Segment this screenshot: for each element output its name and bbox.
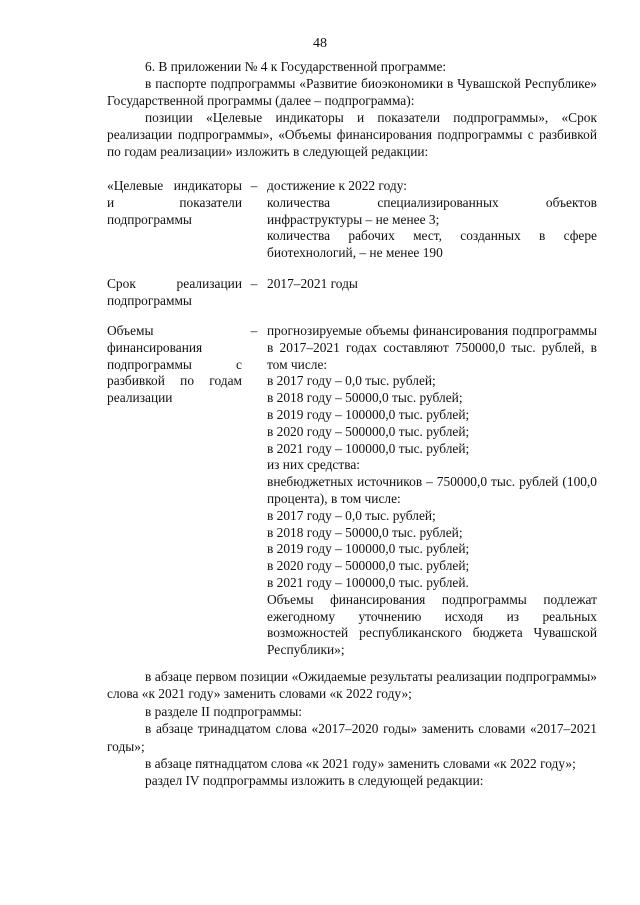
value-line: в 2018 году – 50000,0 тыс. рублей; (267, 390, 463, 406)
passport-row-dash: – (250, 178, 258, 193)
value-line: прогнозируемые объемы финансирования подпрограммы в 2017–2021 годах составляют 750000,0 тыс. рублей, в том числе: (267, 323, 597, 372)
intro-paragraph: 6. В приложении № 4 к Государственной программе: (145, 59, 447, 74)
value-line: в 2020 году – 500000,0 тыс. рублей; (267, 423, 470, 439)
value-line: в 2019 году – 100000,0 тыс. рублей; (267, 406, 470, 422)
passport-row-label: Объемы финансирования подпрограммы с разбивкой по годам реализации (107, 323, 242, 406)
passport-row-value (267, 323, 597, 659)
value-line: в 2017 году – 0,0 тыс. рублей; (267, 507, 436, 523)
passport-row-label: Срок реализации подпрограммы (107, 276, 242, 308)
value-line: достижение к 2022 году: (267, 178, 407, 193)
value-line: в 2018 году – 50000,0 тыс. рублей; (267, 524, 463, 540)
value-line: в 2021 году – 100000,0 тыс. рублей; (267, 440, 470, 456)
value-line: Объемы финансирования подпрограммы подлежат ежегодному уточнению исходя из реальных возможностей республиканского бюджета Чувашской Республики»; (267, 591, 597, 658)
amendment-paragraph: в абзаце тринадцатом слова «2017–2020 годы» заменить словами «2017–2021 годы»; (107, 721, 597, 754)
amendment-paragraph: в абзаце первом позиции «Ожидаемые результаты реализации подпрограммы» слова «к 2021 году» заменить словами «к 2022 году»; (107, 669, 597, 702)
intro-section (107, 58, 597, 160)
amendment-paragraph: раздел IV подпрограммы изложить в следующей редакции: (145, 773, 484, 789)
value-line: количества специализированных объектов инфраструктуры – не менее 3; (267, 194, 597, 227)
passport-row-label: «Целевые индикаторы и показатели подпрограммы (107, 178, 242, 227)
intro-paragraph: позиции «Целевые индикаторы и показатели подпрограммы», «Срок реализации подпрограммы», «Объемы финансирования подпрограммы с разбивкой по годам реализации» изложить в следующей редакции: (107, 110, 597, 159)
page-number: 48 (313, 36, 327, 51)
value-line: 2017–2021 годы (267, 276, 358, 291)
amendment-paragraph: в разделе II подпрограммы: (145, 703, 302, 719)
amendment-paragraph: в абзаце пятнадцатом слова «к 2021 году» заменить словами «к 2022 году»; (145, 756, 576, 772)
intro-paragraph: в паспорте подпрограммы «Развитие биоэкономики в Чувашской Республике» Государственной программы (далее – подпрограмма): (107, 76, 597, 108)
value-line: количества рабочих мест, созданных в сфере биотехнологий, – не менее 190 (267, 228, 597, 261)
passport-row-value (267, 178, 597, 262)
passport-row-value (267, 276, 597, 293)
amendments-section (107, 668, 597, 790)
value-line: внебюджетных источников – 750000,0 тыс. рублей (100,0 процента), в том числе: (267, 474, 597, 506)
value-line: из них средства: (267, 457, 361, 473)
passport-row-dash: – (250, 323, 258, 338)
passport-row-dash: – (250, 276, 258, 291)
value-line: в 2017 году – 0,0 тыс. рублей; (267, 373, 436, 389)
value-line: в 2021 году – 100000,0 тыс. рублей. (267, 574, 469, 590)
value-line: в 2020 году – 500000,0 тыс. рублей; (267, 558, 470, 574)
value-line: в 2019 году – 100000,0 тыс. рублей; (267, 541, 470, 557)
